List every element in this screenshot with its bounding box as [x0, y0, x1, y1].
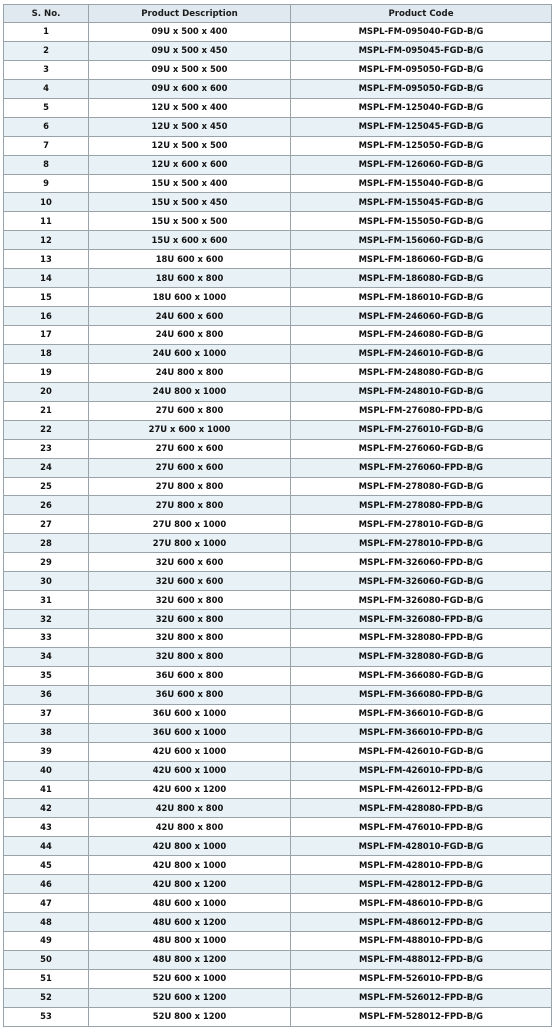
table-row — [4, 704, 552, 723]
cell-description: 15U x 600 x 600 — [89, 231, 291, 250]
cell-code: MSPL-FM-488010-FPD-B/G — [291, 932, 552, 951]
cell-description: 32U 600 x 800 — [89, 610, 291, 629]
cell-code: MSPL-FM-366010-FPD-B/G — [291, 723, 552, 742]
cell-code: MSPL-FM-125050-FGD-B/G — [291, 136, 552, 155]
cell-code: MSPL-FM-326080-FPD-B/G — [291, 610, 552, 629]
cell-sno: 27 — [4, 515, 89, 534]
cell-code: MSPL-FM-276010-FGD-B/G — [291, 420, 552, 439]
table-row — [4, 875, 552, 894]
table-row — [4, 666, 552, 685]
table-row — [4, 79, 552, 98]
cell-code: MSPL-FM-326060-FPD-B/G — [291, 553, 552, 572]
cell-sno: 42 — [4, 799, 89, 818]
cell-description: 12U x 500 x 500 — [89, 136, 291, 155]
table-row — [4, 269, 552, 288]
table-row — [4, 647, 552, 666]
cell-code: MSPL-FM-276080-FPD-B/G — [291, 401, 552, 420]
cell-description: 27U 800 x 800 — [89, 496, 291, 515]
cell-description: 32U 800 x 800 — [89, 629, 291, 648]
cell-code: MSPL-FM-476010-FPD-B/G — [291, 818, 552, 837]
cell-sno: 45 — [4, 856, 89, 875]
cell-sno: 44 — [4, 837, 89, 856]
cell-description: 15U x 500 x 500 — [89, 212, 291, 231]
cell-code: MSPL-FM-428012-FPD-B/G — [291, 875, 552, 894]
cell-sno: 41 — [4, 780, 89, 799]
table-row — [4, 458, 552, 477]
cell-sno: 48 — [4, 913, 89, 932]
table-row — [4, 723, 552, 742]
table-row — [4, 799, 552, 818]
table-row — [4, 41, 552, 60]
table-row — [4, 894, 552, 913]
cell-description: 09U x 500 x 500 — [89, 60, 291, 79]
cell-code: MSPL-FM-278010-FGD-B/G — [291, 515, 552, 534]
table-row — [4, 60, 552, 79]
cell-sno: 4 — [4, 79, 89, 98]
cell-sno: 24 — [4, 458, 89, 477]
cell-code: MSPL-FM-186060-FGD-B/G — [291, 250, 552, 269]
cell-sno: 15 — [4, 288, 89, 307]
cell-sno: 49 — [4, 932, 89, 951]
cell-code: MSPL-FM-428010-FGD-B/G — [291, 837, 552, 856]
table-row — [4, 363, 552, 382]
cell-code: MSPL-FM-426012-FPD-B/G — [291, 780, 552, 799]
table-row — [4, 629, 552, 648]
table-row — [4, 856, 552, 875]
cell-description: 12U x 500 x 450 — [89, 117, 291, 136]
table-row — [4, 193, 552, 212]
cell-description: 52U 800 x 1200 — [89, 1007, 291, 1026]
cell-description: 42U 800 x 1200 — [89, 875, 291, 894]
cell-description: 15U x 500 x 400 — [89, 174, 291, 193]
cell-sno: 23 — [4, 439, 89, 458]
cell-code: MSPL-FM-125045-FGD-B/G — [291, 117, 552, 136]
cell-description: 18U 600 x 600 — [89, 250, 291, 269]
cell-code: MSPL-FM-155050-FGD-B/G — [291, 212, 552, 231]
cell-sno: 7 — [4, 136, 89, 155]
cell-description: 27U 600 x 800 — [89, 401, 291, 420]
table-row — [4, 326, 552, 345]
cell-code: MSPL-FM-095040-FGD-B/G — [291, 23, 552, 42]
cell-description: 18U 600 x 1000 — [89, 288, 291, 307]
cell-description: 09U x 600 x 600 — [89, 79, 291, 98]
cell-description: 24U 600 x 600 — [89, 307, 291, 326]
cell-code: MSPL-FM-328080-FPD-B/G — [291, 629, 552, 648]
cell-description: 27U 800 x 1000 — [89, 534, 291, 553]
cell-sno: 39 — [4, 742, 89, 761]
cell-sno: 51 — [4, 969, 89, 988]
cell-sno: 2 — [4, 41, 89, 60]
cell-code: MSPL-FM-278080-FGD-B/G — [291, 477, 552, 496]
table-row — [4, 969, 552, 988]
cell-sno: 14 — [4, 269, 89, 288]
cell-description: 36U 600 x 1000 — [89, 723, 291, 742]
cell-sno: 43 — [4, 818, 89, 837]
cell-description: 36U 600 x 800 — [89, 666, 291, 685]
cell-code: MSPL-FM-278010-FPD-B/G — [291, 534, 552, 553]
cell-sno: 26 — [4, 496, 89, 515]
table-row — [4, 685, 552, 704]
cell-code: MSPL-FM-095045-FGD-B/G — [291, 41, 552, 60]
cell-code: MSPL-FM-246080-FGD-B/G — [291, 326, 552, 345]
cell-description: 42U 800 x 800 — [89, 818, 291, 837]
cell-sno: 18 — [4, 344, 89, 363]
table-row — [4, 212, 552, 231]
cell-code: MSPL-FM-526012-FPD-B/G — [291, 988, 552, 1007]
cell-sno: 13 — [4, 250, 89, 269]
cell-code: MSPL-FM-428010-FPD-B/G — [291, 856, 552, 875]
table-row — [4, 288, 552, 307]
cell-sno: 19 — [4, 363, 89, 382]
cell-sno: 21 — [4, 401, 89, 420]
cell-description: 52U 600 x 1000 — [89, 969, 291, 988]
cell-description: 27U x 600 x 1000 — [89, 420, 291, 439]
cell-code: MSPL-FM-526010-FPD-B/G — [291, 969, 552, 988]
cell-description: 27U 800 x 1000 — [89, 515, 291, 534]
cell-code: MSPL-FM-486012-FPD-B/G — [291, 913, 552, 932]
header-description: Product Description — [89, 5, 291, 23]
cell-description: 27U 800 x 800 — [89, 477, 291, 496]
table-row — [4, 515, 552, 534]
cell-sno: 53 — [4, 1007, 89, 1026]
cell-sno: 50 — [4, 950, 89, 969]
table-header — [4, 5, 552, 23]
cell-code: MSPL-FM-248010-FGD-B/G — [291, 382, 552, 401]
cell-sno: 10 — [4, 193, 89, 212]
cell-sno: 37 — [4, 704, 89, 723]
table-row — [4, 572, 552, 591]
cell-sno: 16 — [4, 307, 89, 326]
table-row — [4, 307, 552, 326]
cell-sno: 46 — [4, 875, 89, 894]
cell-description: 48U 600 x 1000 — [89, 894, 291, 913]
table-row — [4, 420, 552, 439]
cell-code: MSPL-FM-486010-FPD-B/G — [291, 894, 552, 913]
cell-description: 48U 800 x 1200 — [89, 950, 291, 969]
cell-code: MSPL-FM-328080-FGD-B/G — [291, 647, 552, 666]
product-table-container — [3, 4, 551, 1027]
cell-code: MSPL-FM-528012-FPD-B/G — [291, 1007, 552, 1026]
cell-code: MSPL-FM-125040-FGD-B/G — [291, 98, 552, 117]
cell-description: 15U x 500 x 450 — [89, 193, 291, 212]
cell-description: 24U 600 x 1000 — [89, 344, 291, 363]
cell-code: MSPL-FM-095050-FGD-B/G — [291, 60, 552, 79]
cell-description: 27U 600 x 600 — [89, 458, 291, 477]
cell-code: MSPL-FM-488012-FPD-B/G — [291, 950, 552, 969]
header-row — [4, 5, 552, 23]
cell-sno: 32 — [4, 610, 89, 629]
table-row — [4, 591, 552, 610]
cell-code: MSPL-FM-095050-FGD-B/G — [291, 79, 552, 98]
cell-sno: 33 — [4, 629, 89, 648]
table-row — [4, 401, 552, 420]
cell-sno: 40 — [4, 761, 89, 780]
cell-sno: 11 — [4, 212, 89, 231]
cell-code: MSPL-FM-248080-FGD-B/G — [291, 363, 552, 382]
table-row — [4, 250, 552, 269]
cell-description: 12U x 500 x 400 — [89, 98, 291, 117]
cell-sno: 35 — [4, 666, 89, 685]
table-row — [4, 761, 552, 780]
table-row — [4, 950, 552, 969]
cell-code: MSPL-FM-276060-FGD-B/G — [291, 439, 552, 458]
cell-description: 42U 800 x 1000 — [89, 856, 291, 875]
cell-description: 09U x 500 x 450 — [89, 41, 291, 60]
cell-description: 24U 800 x 1000 — [89, 382, 291, 401]
table-body — [4, 23, 552, 1027]
table-row — [4, 742, 552, 761]
cell-description: 42U 800 x 800 — [89, 799, 291, 818]
cell-code: MSPL-FM-278080-FPD-B/G — [291, 496, 552, 515]
table-row — [4, 534, 552, 553]
cell-description: 32U 800 x 800 — [89, 647, 291, 666]
cell-description: 09U x 500 x 400 — [89, 23, 291, 42]
cell-code: MSPL-FM-366080-FPD-B/G — [291, 685, 552, 704]
table-row — [4, 610, 552, 629]
cell-code: MSPL-FM-326060-FGD-B/G — [291, 572, 552, 591]
table-row — [4, 1007, 552, 1026]
cell-sno: 34 — [4, 647, 89, 666]
table-row — [4, 780, 552, 799]
cell-code: MSPL-FM-426010-FGD-B/G — [291, 742, 552, 761]
cell-code: MSPL-FM-326080-FGD-B/G — [291, 591, 552, 610]
cell-description: 27U 600 x 600 — [89, 439, 291, 458]
table-row — [4, 382, 552, 401]
table-row — [4, 136, 552, 155]
cell-description: 36U 600 x 1000 — [89, 704, 291, 723]
cell-sno: 28 — [4, 534, 89, 553]
cell-sno: 8 — [4, 155, 89, 174]
cell-description: 42U 600 x 1000 — [89, 761, 291, 780]
cell-sno: 17 — [4, 326, 89, 345]
cell-sno: 5 — [4, 98, 89, 117]
table-row — [4, 117, 552, 136]
cell-description: 52U 600 x 1200 — [89, 988, 291, 1007]
header-code: Product Code — [291, 5, 552, 23]
cell-code: MSPL-FM-126060-FGD-B/G — [291, 155, 552, 174]
product-table — [3, 4, 552, 1027]
cell-code: MSPL-FM-186010-FGD-B/G — [291, 288, 552, 307]
cell-sno: 22 — [4, 420, 89, 439]
cell-sno: 9 — [4, 174, 89, 193]
header-sno: S. No. — [4, 5, 89, 23]
cell-code: MSPL-FM-428080-FPD-B/G — [291, 799, 552, 818]
table-row — [4, 818, 552, 837]
cell-sno: 47 — [4, 894, 89, 913]
cell-code: MSPL-FM-156060-FGD-B/G — [291, 231, 552, 250]
cell-description: 18U 600 x 800 — [89, 269, 291, 288]
cell-code: MSPL-FM-366010-FGD-B/G — [291, 704, 552, 723]
cell-sno: 1 — [4, 23, 89, 42]
cell-sno: 3 — [4, 60, 89, 79]
table-row — [4, 344, 552, 363]
table-row — [4, 496, 552, 515]
table-row — [4, 23, 552, 42]
cell-sno: 31 — [4, 591, 89, 610]
cell-description: 24U 600 x 800 — [89, 326, 291, 345]
cell-description: 36U 600 x 800 — [89, 685, 291, 704]
table-row — [4, 231, 552, 250]
cell-description: 42U 600 x 1000 — [89, 742, 291, 761]
table-row — [4, 477, 552, 496]
table-row — [4, 98, 552, 117]
cell-code: MSPL-FM-366080-FGD-B/G — [291, 666, 552, 685]
cell-sno: 30 — [4, 572, 89, 591]
cell-description: 12U x 600 x 600 — [89, 155, 291, 174]
table-row — [4, 553, 552, 572]
cell-description: 32U 600 x 600 — [89, 553, 291, 572]
table-row — [4, 932, 552, 951]
cell-code: MSPL-FM-276060-FPD-B/G — [291, 458, 552, 477]
cell-sno: 6 — [4, 117, 89, 136]
table-row — [4, 174, 552, 193]
cell-sno: 52 — [4, 988, 89, 1007]
cell-sno: 25 — [4, 477, 89, 496]
cell-description: 32U 600 x 600 — [89, 572, 291, 591]
table-row — [4, 988, 552, 1007]
cell-description: 42U 600 x 1200 — [89, 780, 291, 799]
cell-sno: 29 — [4, 553, 89, 572]
cell-code: MSPL-FM-426010-FPD-B/G — [291, 761, 552, 780]
cell-code: MSPL-FM-186080-FGD-B/G — [291, 269, 552, 288]
table-row — [4, 439, 552, 458]
cell-sno: 38 — [4, 723, 89, 742]
cell-code: MSPL-FM-246060-FGD-B/G — [291, 307, 552, 326]
cell-sno: 20 — [4, 382, 89, 401]
cell-description: 48U 600 x 1200 — [89, 913, 291, 932]
table-row — [4, 913, 552, 932]
cell-description: 32U 600 x 800 — [89, 591, 291, 610]
cell-description: 24U 800 x 800 — [89, 363, 291, 382]
cell-code: MSPL-FM-155045-FGD-B/G — [291, 193, 552, 212]
cell-sno: 36 — [4, 685, 89, 704]
cell-code: MSPL-FM-155040-FGD-B/G — [291, 174, 552, 193]
cell-sno: 12 — [4, 231, 89, 250]
cell-description: 48U 800 x 1000 — [89, 932, 291, 951]
table-row — [4, 837, 552, 856]
table-row — [4, 155, 552, 174]
cell-description: 42U 800 x 1000 — [89, 837, 291, 856]
cell-code: MSPL-FM-246010-FGD-B/G — [291, 344, 552, 363]
